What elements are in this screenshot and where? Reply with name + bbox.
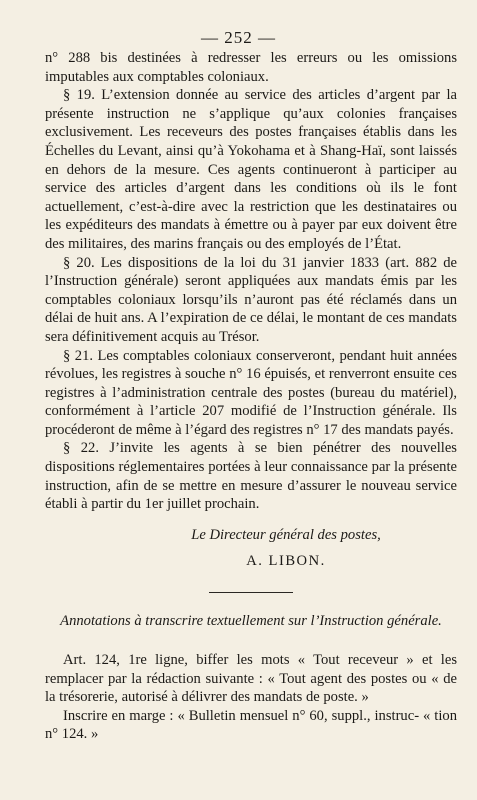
signature-title: Le Directeur général des postes,: [191, 526, 381, 543]
paragraph-section-21: § 21. Les comptables coloniaux conserveront, pendant huit années révolues, les registres à souche n° 16 épuisés, et renverront ensuite ces registres à l’administration centrale des postes (bureau du matériel), conformément à l’article 207 modifié de l’Instruction générale. Ils procéderont de même à l’égard des registres n° 17 des mandats payés.: [45, 347, 457, 438]
paragraph-section-22: § 22. J’invite les agents à se bien pénétrer des nouvelles dispositions réglementaires portées à leur connaissance par la présente instruction, afin de se mettre en mesure d’assurer le nouveau service établi à partir du 1er juillet prochain.: [45, 440, 457, 513]
paragraph-continuation: n° 288 bis destinées à redresser les erreurs ou les omissions imputables aux comptables coloniaux.: [45, 50, 457, 85]
signature-name: A. LIBON.: [246, 553, 326, 570]
paragraph-section-20: § 20. Les dispositions de la loi du 31 janvier 1833 (art. 882 de l’Instruction générale) seront appliquées aux mandats émis par les comptables coloniaux lorsqu’ils n’auront pas été réclamés dans un délai de huit ans. A l’expiration de ce délai, le montant de ces mandats sera définitivement acquis au Trésor.: [45, 254, 457, 345]
annotation-article-124: Art. 124, 1re ligne, biffer les mots « Tout receveur » et les remplacer par la rédaction suivante : « Tout agent des postes ou « de la trésorerie, autorisé à délivrer des mandats de poste. »: [45, 652, 457, 706]
paragraph-section-19: § 19. L’extension donnée au service des articles d’argent par la présente instruction ne s’applique qu’aux colonies françaises exclusivement. Les receveurs des postes françaises établis dans les Échelles du Levant, ainsi qu’à Yokohama et à Shang-Haï, sont laissés en dehors de la mesure. Ces agents continueront à participer au service des articles d’argent dans les conditions où ils le font actuellement, c’est-à-dire avec la restriction que les destinataires ou les expéditeurs des mandats à émettre ou à payer par eux doivent être des militaires, des marins français ou des employés de l’État.: [45, 87, 457, 252]
annotations-heading: Annotations à transcrire textuellement sur l’Instruction générale.: [60, 613, 442, 630]
page-number: — 252 —: [201, 28, 276, 47]
section-divider: [209, 592, 293, 593]
annotation-margin-note: Inscrire en marge : « Bulletin mensuel n° 60, suppl., instruc- « tion n° 124. »: [45, 707, 457, 743]
document-body: [45, 49, 457, 744]
